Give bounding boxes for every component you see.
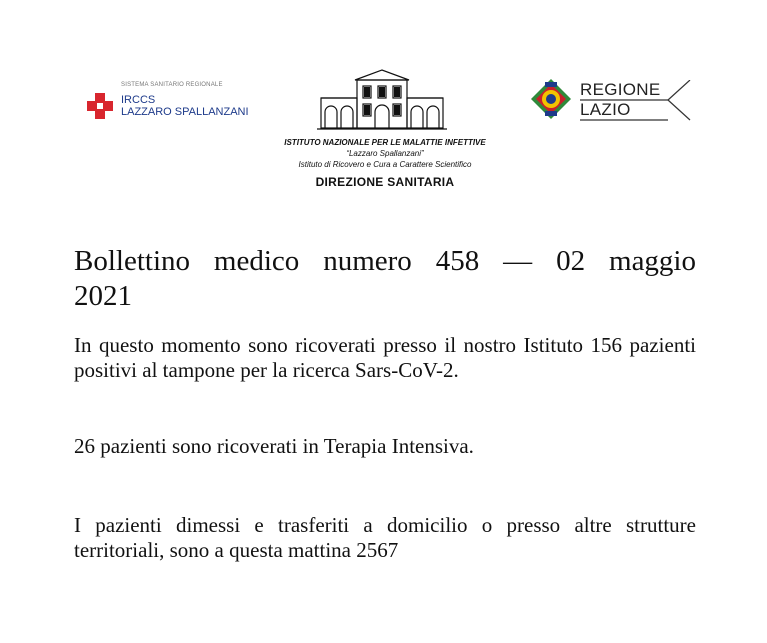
bulletin-paragraph-icu: 26 pazienti sono ricoverati in Terapia Intensiva. [74, 434, 474, 458]
regione-lazio-logo [530, 78, 700, 124]
bulletin-paragraph-discharged: I pazienti dimessi e trasferiti a domicilio o presso altre strutture territoriali, sono a questa mattina 2567 [74, 513, 696, 562]
spallanzani-logo [86, 82, 266, 122]
letterhead [0, 0, 767, 200]
logo-name-line1: IRCCS [121, 94, 156, 106]
institute-description: Istituto di Ricovero e Cura a Carattere Scientifico [298, 160, 472, 169]
regione-text: REGIONE [580, 80, 661, 99]
institute-building-icon [317, 68, 447, 130]
bulletin-title: Bollettino medico numero 458 — 02 maggio 2021 [74, 245, 696, 312]
department-name: DIREZIONE SANITARIA [315, 175, 455, 189]
institute-subname: “Lazzaro Spallanzani” [346, 149, 424, 158]
logo-name-line2: LAZZARO SPALLANZANI [121, 106, 249, 118]
bulletin-paragraph-admitted: In questo momento sono ricoverati presso il nostro Istituto 156 pazienti positivi al tampone per la ricerca Sars-CoV-2. [74, 333, 696, 382]
red-cross-icon [86, 92, 114, 120]
lazio-x-mark-icon [580, 80, 695, 122]
logo-small-text: SISTEMA SANITARIO REGIONALE [121, 82, 223, 88]
regione-lazio-emblem-icon [530, 78, 572, 120]
institute-name: ISTITUTO NAZIONALE PER LE MALATTIE INFETTIVE [284, 138, 486, 147]
lazio-text: LAZIO [580, 100, 631, 119]
institute-text-block [240, 138, 530, 189]
